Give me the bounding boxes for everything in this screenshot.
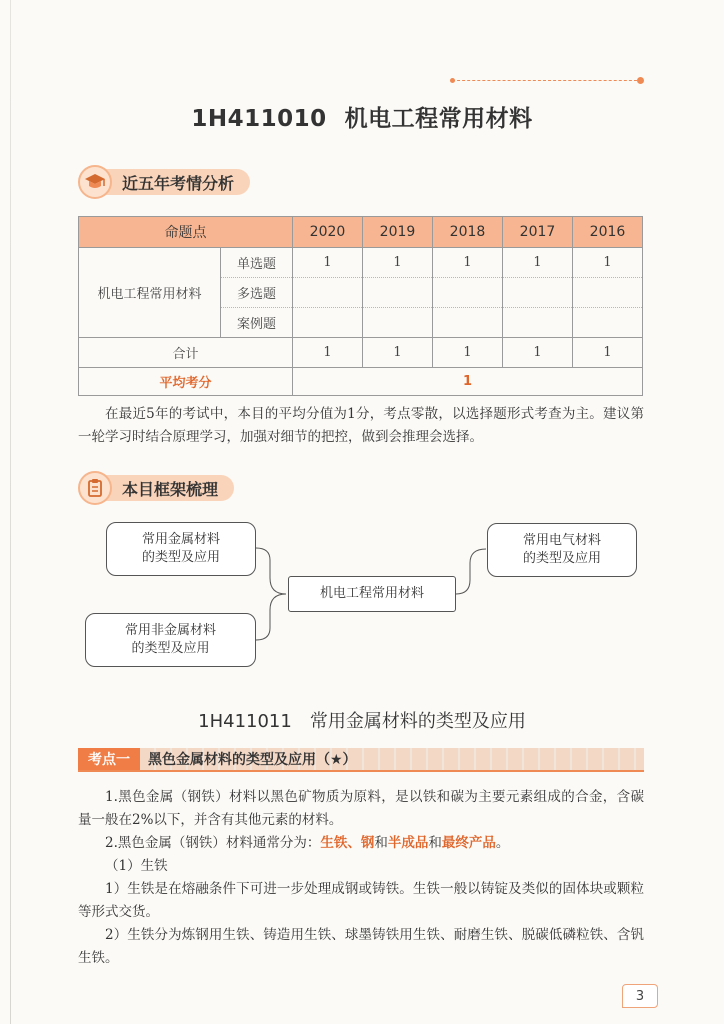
value-cell: 1 [293, 248, 363, 278]
table-row [79, 248, 643, 278]
header-cell: 2016 [573, 217, 643, 248]
value-cell: 1 [433, 248, 503, 278]
node-line: 的类型及应用 [131, 641, 210, 656]
highlight: 钢 [360, 835, 375, 851]
header-cell: 2018 [433, 217, 503, 248]
question-type: 单选题 [221, 248, 293, 278]
value-cell [363, 278, 433, 308]
value-cell [503, 278, 573, 308]
chapter-code: 1H411010 [191, 106, 327, 132]
subsection-name: 常用金属材料的类型及应用 [309, 711, 526, 732]
knowledge-point-tag: 考点一 [78, 748, 140, 770]
node-line: 常用非金属材料 [124, 623, 216, 638]
table-header-row [79, 217, 643, 248]
value-cell [293, 278, 363, 308]
value-cell: 1 [573, 248, 643, 278]
question-type: 多选题 [221, 278, 293, 308]
knowledge-point-bar [78, 748, 644, 772]
highlight: 半成品 [387, 835, 429, 851]
body-paragraph-4: 1）生铁是在熔融条件下可进一步处理成钢或铸铁。生铁一般以铸锭及类似的固体块或颗粒等形式交货。 [78, 881, 644, 920]
clipboard-icon [78, 471, 112, 505]
header-decoration [452, 80, 642, 81]
value-cell [433, 278, 503, 308]
value-cell: 1 [503, 338, 573, 368]
section-header-framework [78, 471, 234, 505]
header-cell: 2020 [293, 217, 363, 248]
value-cell: 1 [363, 338, 433, 368]
value-cell [433, 308, 503, 338]
body-paragraph-3: （1）生铁 [105, 858, 168, 874]
value-cell: 1 [573, 338, 643, 368]
highlight: 最终产品 [441, 835, 496, 851]
table-average-row [79, 368, 643, 396]
value-cell: 1 [503, 248, 573, 278]
knowledge-point-title: 黑色金属材料的类型及应用（★） [140, 748, 644, 770]
average-label: 平均考分 [79, 368, 293, 396]
section-label: 近五年考情分析 [104, 169, 250, 195]
text-span: 和 [374, 835, 388, 851]
body-paragraph-2 [78, 832, 644, 855]
header-cell: 2019 [363, 217, 433, 248]
node-line: 的类型及应用 [141, 550, 220, 565]
section-label: 本目框架梳理 [104, 475, 234, 501]
value-cell [573, 308, 643, 338]
node-electrical-materials [487, 523, 637, 577]
chapter-title [0, 100, 724, 133]
total-label: 合计 [79, 338, 293, 368]
node-line: 常用金属材料 [141, 532, 220, 547]
node-line: 常用电气材料 [522, 533, 601, 548]
header-cell: 命题点 [79, 217, 293, 248]
subsection-title [0, 707, 724, 733]
node-metal-materials [106, 522, 256, 576]
node-nonmetal-materials [85, 613, 256, 667]
graduation-cap-icon [78, 165, 112, 199]
highlight: 生铁 [320, 835, 348, 851]
body-paragraph-5: 2）生铁分为炼钢用生铁、铸造用生铁、球墨铸铁用生铁、耐磨生铁、脱碳低磷粒铁、含钒生铁。 [78, 927, 644, 966]
value-cell [573, 278, 643, 308]
topic-cell: 机电工程常用材料 [79, 248, 221, 338]
node-center: 机电工程常用材料 [288, 576, 456, 612]
highlight: 、 [347, 835, 361, 851]
value-cell: 1 [293, 338, 363, 368]
exam-stats-table [78, 216, 643, 396]
question-type: 案例题 [221, 308, 293, 338]
page-number: 3 [622, 984, 658, 1008]
section-header-exam-analysis [78, 165, 250, 199]
header-cell: 2017 [503, 217, 573, 248]
table-total-row [79, 338, 643, 368]
page-edge [10, 0, 11, 1024]
text-span: 。 [495, 835, 510, 851]
text-span: 2.黑色金属（钢铁）材料通常分为： [105, 835, 321, 851]
node-line: 的类型及应用 [522, 551, 601, 566]
average-value: 1 [293, 368, 643, 396]
analysis-paragraph: 在最近5年的考试中，本目的平均分值为1分，考点零散，以选择题形式考查为主。建议第一轮学习时结合原理学习，加强对细节的把控，做到会推理会选择。 [78, 406, 644, 445]
value-cell: 1 [363, 248, 433, 278]
value-cell [293, 308, 363, 338]
subsection-code: 1H411011 [198, 711, 292, 732]
value-cell: 1 [433, 338, 503, 368]
value-cell [363, 308, 433, 338]
text-span: 和 [428, 835, 442, 851]
body-paragraph-1: 1.黑色金属（钢铁）材料以黑色矿物质为原料，是以铁和碳为主要元素组成的合金，含碳量一般在2%以下，并含有其他元素的材料。 [78, 789, 644, 828]
chapter-name: 机电工程常用材料 [344, 106, 533, 132]
value-cell [503, 308, 573, 338]
